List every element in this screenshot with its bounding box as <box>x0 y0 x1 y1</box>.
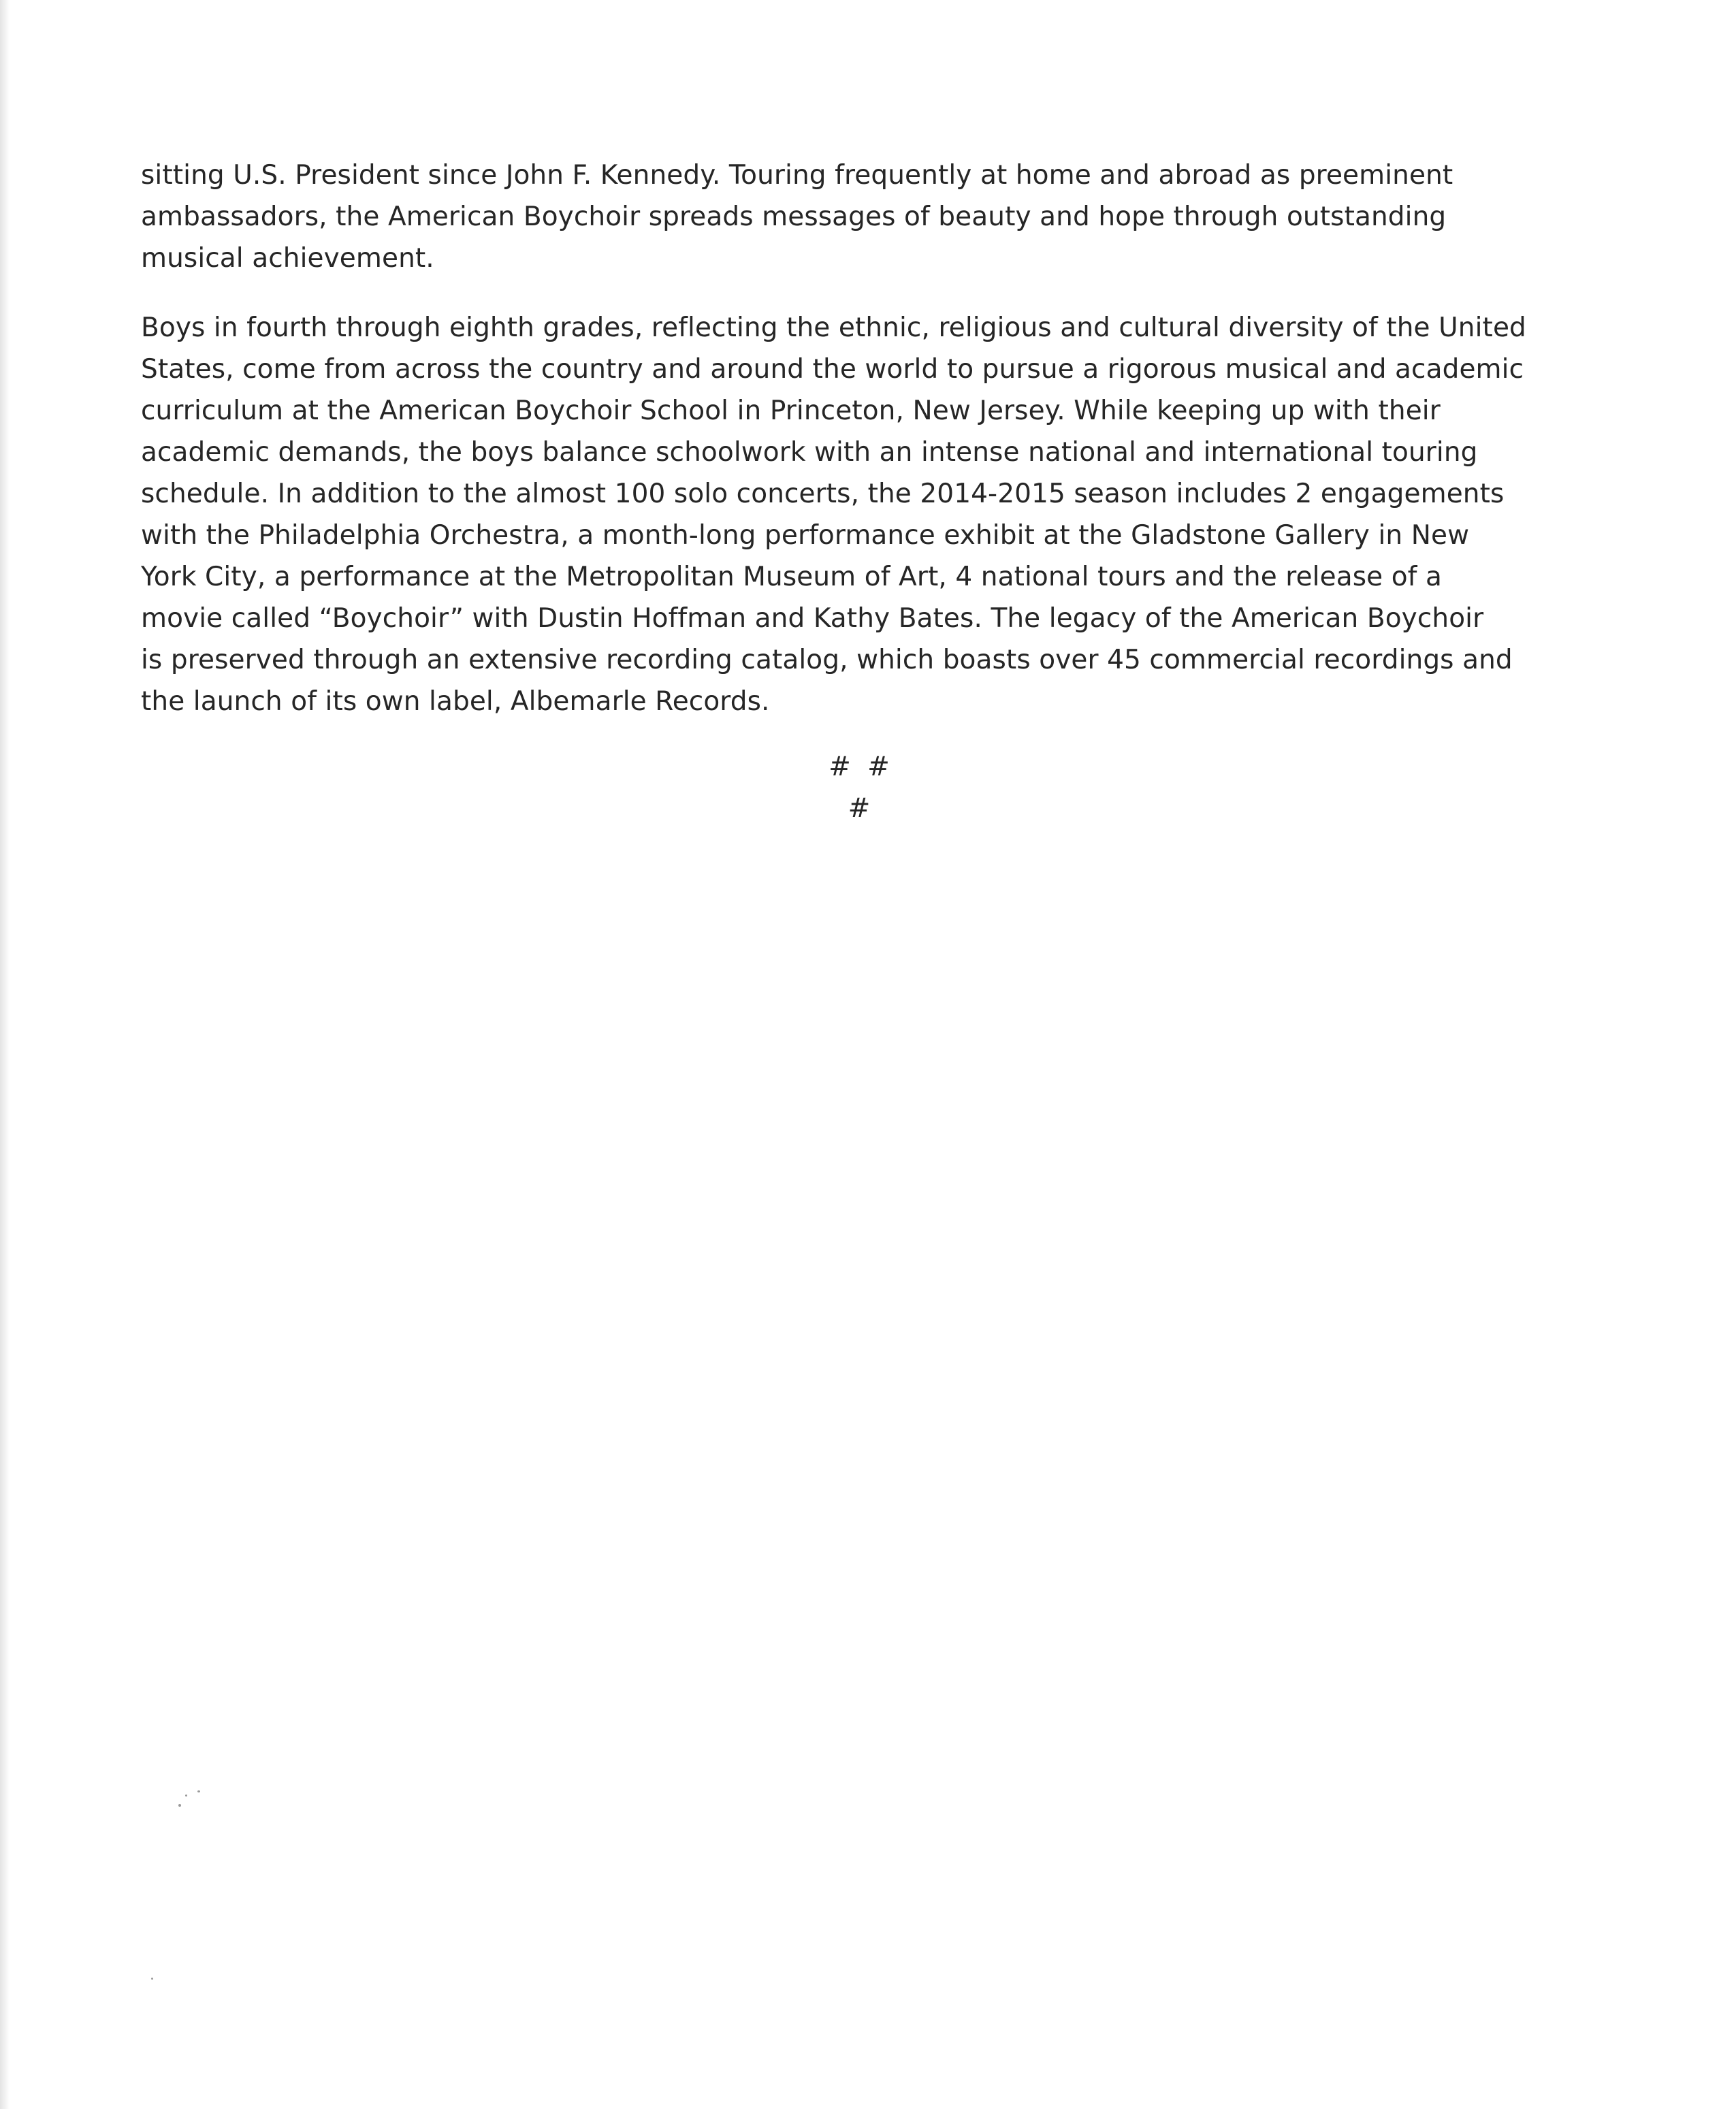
scan-speck <box>151 1978 153 1980</box>
paragraph-2-line-7: York City, a performance at the Metropolitan Museum of Art, 4 national tours and the release of a <box>141 562 1442 592</box>
paragraph-2-line-9: is preserved through an extensive recording catalog, which boasts over 45 commercial recordings and <box>141 645 1513 675</box>
scan-speck <box>178 1804 181 1807</box>
paragraph-2-line-5: schedule. In addition to the almost 100 solo concerts, the 2014-2015 season includes 2 engagements <box>141 479 1505 509</box>
paragraph-1-line-3: musical achievement. <box>141 243 434 274</box>
paragraph-2-line-10: the launch of its own label, Albemarle Records. <box>141 686 770 717</box>
paragraph-2-line-6: with the Philadelphia Orchestra, a month-long performance exhibit at the Gladstone Gallery in New <box>141 520 1470 551</box>
paragraph-2-line-4: academic demands, the boys balance schoolwork with an intense national and international touring <box>141 437 1478 468</box>
paragraph-2-line-1: Boys in fourth through eighth grades, reflecting the ethnic, religious and cultural diversity of the United <box>141 312 1526 343</box>
paragraph-1 <box>141 155 1598 279</box>
paragraph-2-line-8: movie called “Boychoir” with Dustin Hoffman and Kathy Bates. The legacy of the American Boychoir <box>141 603 1484 634</box>
paragraph-1-line-2: ambassadors, the American Boychoir spreads messages of beauty and hope through outstanding <box>141 202 1447 232</box>
scan-edge-shadow <box>0 0 10 2109</box>
paragraph-2-line-2: States, come from across the country and around the world to pursue a rigorous musical and academic <box>141 354 1524 385</box>
end-of-release-mark: # # # <box>829 752 894 824</box>
scan-speck <box>197 1790 200 1792</box>
scan-speck <box>185 1794 187 1797</box>
paragraph-2 <box>141 307 1598 722</box>
paragraph-2-line-3: curriculum at the American Boychoir School in Princeton, New Jersey. While keeping up with their <box>141 396 1441 426</box>
paragraph-1-line-1: sitting U.S. President since John F. Kennedy. Touring frequently at home and abroad as preeminent <box>141 160 1453 191</box>
